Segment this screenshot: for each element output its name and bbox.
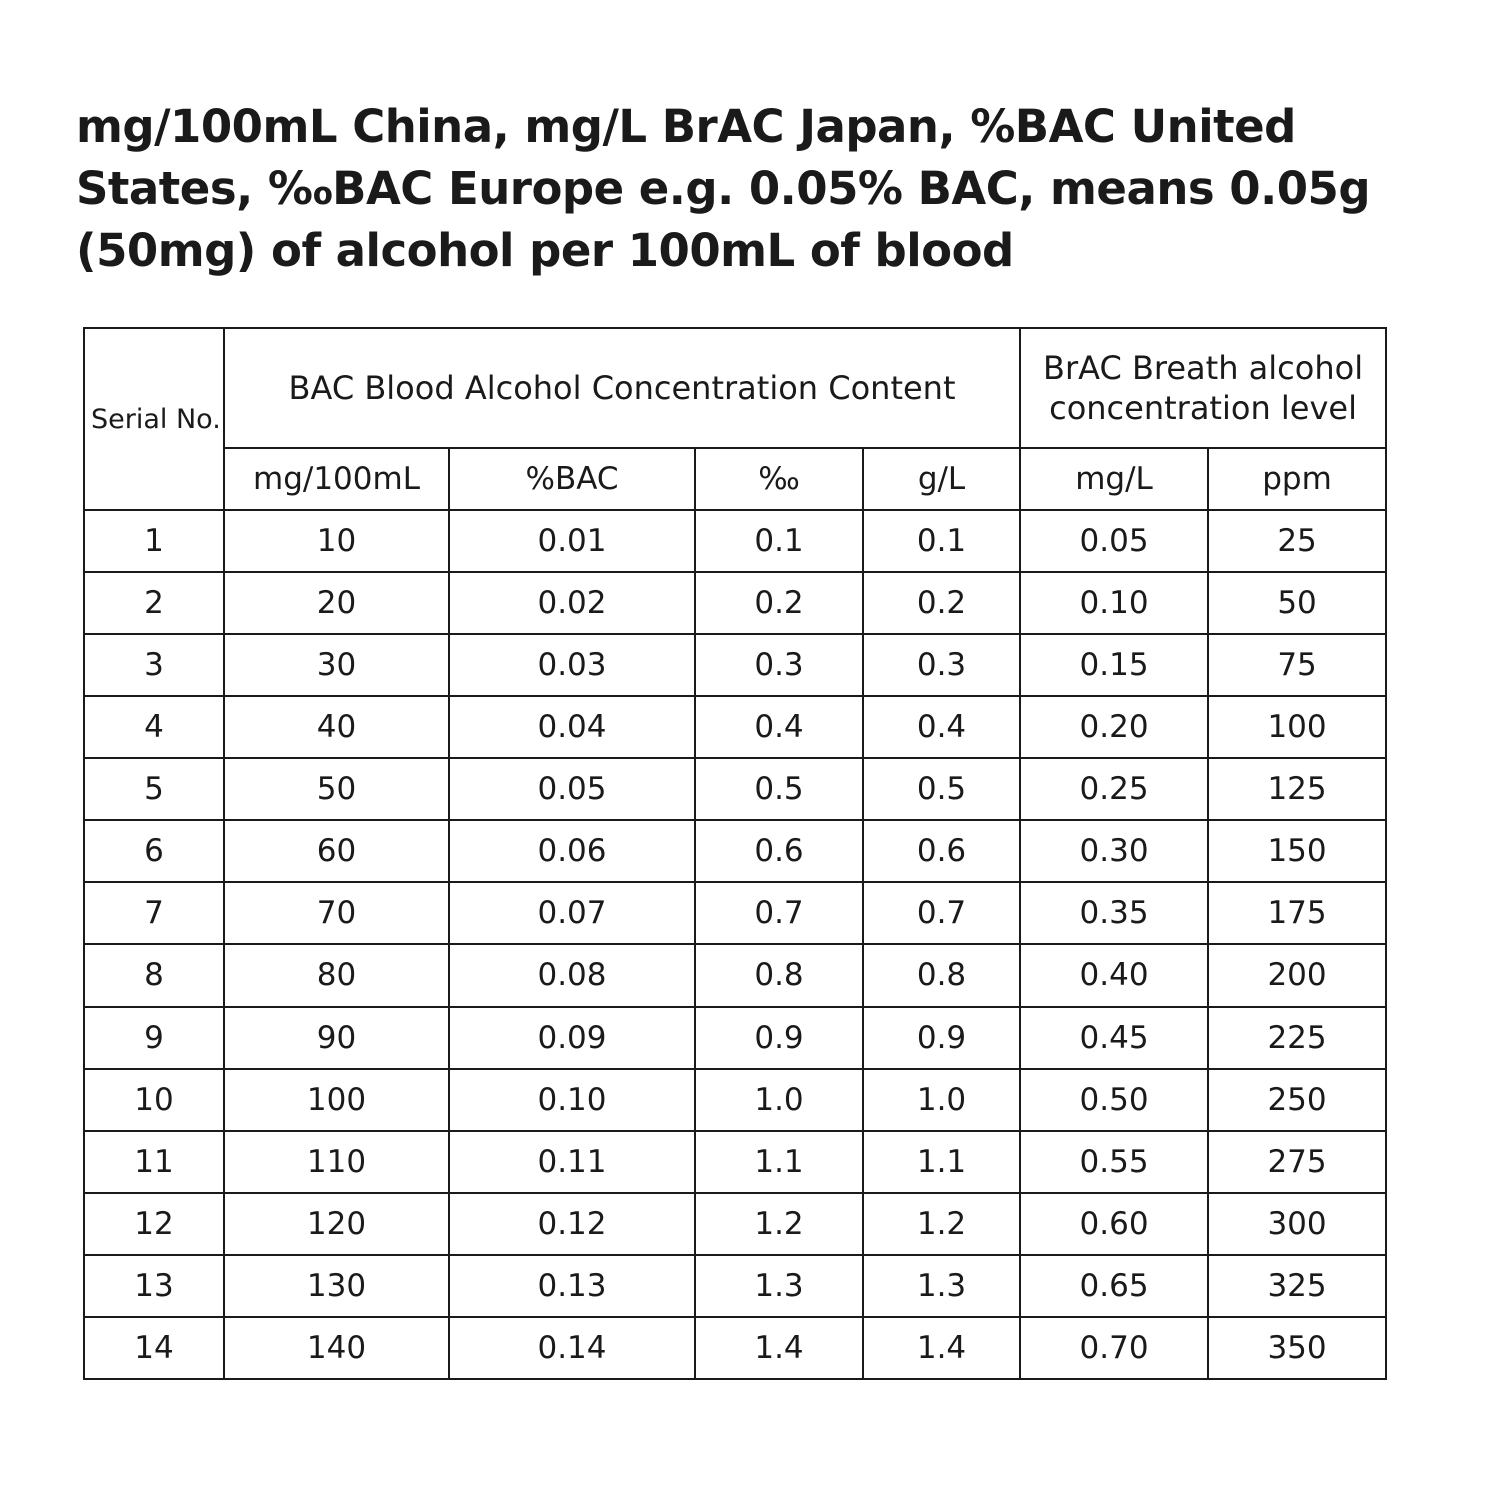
serial-no-cell: 14 <box>84 1317 224 1379</box>
g-per-l-cell: 0.2 <box>863 572 1020 634</box>
ppm-cell: 275 <box>1208 1131 1386 1193</box>
permille-cell: 0.8 <box>695 944 863 1006</box>
serial-no-cell: 8 <box>84 944 224 1006</box>
percent-bac-cell: 0.07 <box>449 882 695 944</box>
table-body <box>84 510 1386 1379</box>
g-per-l-cell: 0.6 <box>863 820 1020 882</box>
ppm-cell: 125 <box>1208 758 1386 820</box>
g-per-l-cell: 0.7 <box>863 882 1020 944</box>
mg-per-100ml-cell: 20 <box>224 572 449 634</box>
bac-conversion-table <box>83 327 1387 1380</box>
mg-per-l-cell: 0.10 <box>1020 572 1208 634</box>
permille-cell: 0.2 <box>695 572 863 634</box>
ppm-cell: 25 <box>1208 510 1386 572</box>
mg-per-l-cell: 0.25 <box>1020 758 1208 820</box>
mg-per-l-cell: 0.40 <box>1020 944 1208 1006</box>
unit-header-row <box>84 448 1386 510</box>
permille-cell: 1.3 <box>695 1255 863 1317</box>
ppm-cell: 75 <box>1208 634 1386 696</box>
group-header-row <box>84 328 1386 448</box>
percent-bac-cell: 0.11 <box>449 1131 695 1193</box>
serial-no-cell: 10 <box>84 1069 224 1131</box>
mg-per-l-cell: 0.30 <box>1020 820 1208 882</box>
mg-per-100ml-cell: 10 <box>224 510 449 572</box>
g-per-l-cell: 1.1 <box>863 1131 1020 1193</box>
percent-bac-cell: 0.01 <box>449 510 695 572</box>
percent-bac-cell: 0.02 <box>449 572 695 634</box>
percent-bac-cell: 0.03 <box>449 634 695 696</box>
percent-bac-cell: 0.10 <box>449 1069 695 1131</box>
permille-cell: 1.0 <box>695 1069 863 1131</box>
g-per-l-cell: 0.5 <box>863 758 1020 820</box>
serial-no-cell: 6 <box>84 820 224 882</box>
g-per-l-cell: 1.4 <box>863 1317 1020 1379</box>
mg-per-100ml-cell: 30 <box>224 634 449 696</box>
permille-cell: 0.7 <box>695 882 863 944</box>
g-per-l-cell: 0.1 <box>863 510 1020 572</box>
percent-bac-cell: 0.04 <box>449 696 695 758</box>
serial-no-cell: 3 <box>84 634 224 696</box>
serial-no-cell: 11 <box>84 1131 224 1193</box>
mg-per-l-cell: 0.45 <box>1020 1007 1208 1069</box>
brac-group-header: BrAC Breath alcohol concentration level <box>1020 328 1386 448</box>
table-row <box>84 758 1386 820</box>
ppm-cell: 250 <box>1208 1069 1386 1131</box>
page-title: mg/100mL China, mg/L BrAC Japan, %BAC United States, ‰BAC Europe e.g. 0.05% BAC, means 0.05g (50mg) of alcohol per 100mL of blood <box>76 100 1371 277</box>
column-header-g-per-l: g/L <box>863 448 1020 510</box>
mg-per-100ml-cell: 110 <box>224 1131 449 1193</box>
g-per-l-cell: 0.3 <box>863 634 1020 696</box>
permille-cell: 0.5 <box>695 758 863 820</box>
mg-per-100ml-cell: 70 <box>224 882 449 944</box>
percent-bac-cell: 0.14 <box>449 1317 695 1379</box>
ppm-cell: 200 <box>1208 944 1386 1006</box>
mg-per-l-cell: 0.15 <box>1020 634 1208 696</box>
mg-per-l-cell: 0.20 <box>1020 696 1208 758</box>
table-row <box>84 1317 1386 1379</box>
ppm-cell: 175 <box>1208 882 1386 944</box>
table-row <box>84 944 1386 1006</box>
percent-bac-cell: 0.12 <box>449 1193 695 1255</box>
mg-per-100ml-cell: 50 <box>224 758 449 820</box>
column-header-percent-bac: %BAC <box>449 448 695 510</box>
permille-cell: 0.1 <box>695 510 863 572</box>
serial-no-cell: 4 <box>84 696 224 758</box>
table-row <box>84 572 1386 634</box>
ppm-cell: 350 <box>1208 1317 1386 1379</box>
column-header-mg-per-100ml: mg/100mL <box>224 448 449 510</box>
mg-per-100ml-cell: 40 <box>224 696 449 758</box>
mg-per-l-cell: 0.55 <box>1020 1131 1208 1193</box>
percent-bac-cell: 0.08 <box>449 944 695 1006</box>
ppm-cell: 300 <box>1208 1193 1386 1255</box>
mg-per-100ml-cell: 60 <box>224 820 449 882</box>
mg-per-l-cell: 0.65 <box>1020 1255 1208 1317</box>
percent-bac-cell: 0.09 <box>449 1007 695 1069</box>
ppm-cell: 100 <box>1208 696 1386 758</box>
g-per-l-cell: 1.0 <box>863 1069 1020 1131</box>
serial-no-cell: 9 <box>84 1007 224 1069</box>
permille-cell: 1.2 <box>695 1193 863 1255</box>
permille-cell: 1.1 <box>695 1131 863 1193</box>
table-row <box>84 882 1386 944</box>
mg-per-100ml-cell: 90 <box>224 1007 449 1069</box>
percent-bac-cell: 0.05 <box>449 758 695 820</box>
permille-cell: 0.4 <box>695 696 863 758</box>
mg-per-l-cell: 0.60 <box>1020 1193 1208 1255</box>
g-per-l-cell: 0.9 <box>863 1007 1020 1069</box>
table-row <box>84 1007 1386 1069</box>
ppm-cell: 325 <box>1208 1255 1386 1317</box>
permille-cell: 0.3 <box>695 634 863 696</box>
ppm-cell: 150 <box>1208 820 1386 882</box>
table-row <box>84 510 1386 572</box>
serial-no-header: Serial No. <box>84 328 224 510</box>
mg-per-l-cell: 0.70 <box>1020 1317 1208 1379</box>
mg-per-l-cell: 0.50 <box>1020 1069 1208 1131</box>
g-per-l-cell: 1.2 <box>863 1193 1020 1255</box>
table-row <box>84 1069 1386 1131</box>
table-row <box>84 1131 1386 1193</box>
mg-per-100ml-cell: 80 <box>224 944 449 1006</box>
table-row <box>84 820 1386 882</box>
g-per-l-cell: 0.8 <box>863 944 1020 1006</box>
table-row <box>84 1193 1386 1255</box>
serial-no-cell: 7 <box>84 882 224 944</box>
table-row <box>84 696 1386 758</box>
percent-bac-cell: 0.13 <box>449 1255 695 1317</box>
mg-per-100ml-cell: 100 <box>224 1069 449 1131</box>
serial-no-cell: 1 <box>84 510 224 572</box>
ppm-cell: 225 <box>1208 1007 1386 1069</box>
ppm-cell: 50 <box>1208 572 1386 634</box>
permille-cell: 0.9 <box>695 1007 863 1069</box>
column-header-mg-per-l: mg/L <box>1020 448 1208 510</box>
serial-no-cell: 5 <box>84 758 224 820</box>
column-header-permille: ‰ <box>695 448 863 510</box>
mg-per-l-cell: 0.05 <box>1020 510 1208 572</box>
permille-cell: 0.6 <box>695 820 863 882</box>
percent-bac-cell: 0.06 <box>449 820 695 882</box>
permille-cell: 1.4 <box>695 1317 863 1379</box>
table-row <box>84 634 1386 696</box>
g-per-l-cell: 0.4 <box>863 696 1020 758</box>
mg-per-100ml-cell: 140 <box>224 1317 449 1379</box>
g-per-l-cell: 1.3 <box>863 1255 1020 1317</box>
column-header-ppm: ppm <box>1208 448 1386 510</box>
mg-per-l-cell: 0.35 <box>1020 882 1208 944</box>
mg-per-100ml-cell: 130 <box>224 1255 449 1317</box>
serial-no-cell: 13 <box>84 1255 224 1317</box>
table-row <box>84 1255 1386 1317</box>
mg-per-100ml-cell: 120 <box>224 1193 449 1255</box>
serial-no-cell: 2 <box>84 572 224 634</box>
bac-group-header: BAC Blood Alcohol Concentration Content <box>224 328 1020 448</box>
serial-no-cell: 12 <box>84 1193 224 1255</box>
